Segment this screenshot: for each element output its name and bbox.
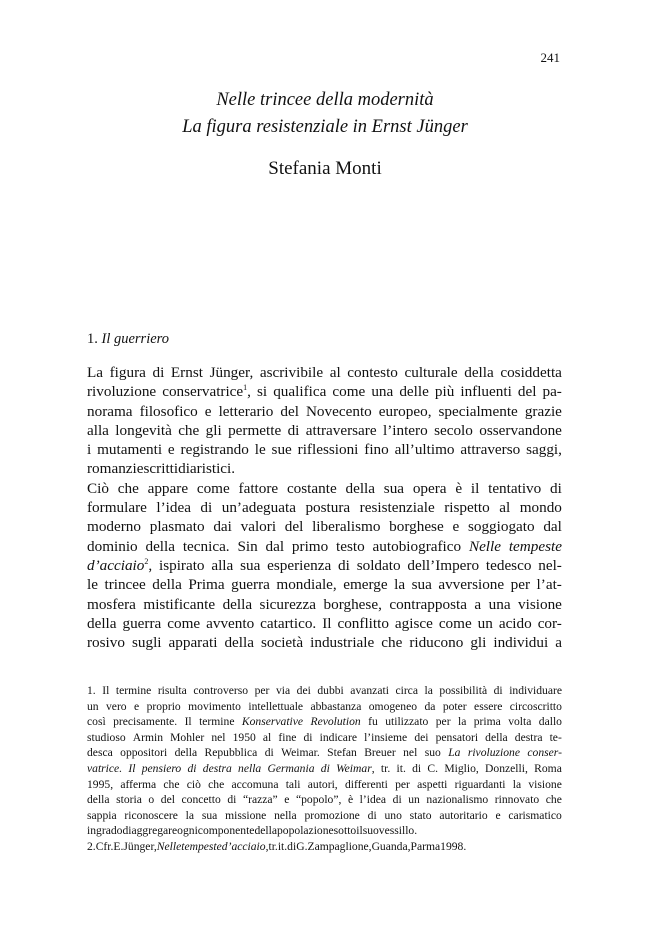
body-line: alla longevità che gli permette di attraversare l’intero secolo osservandone xyxy=(87,421,562,439)
body-line: moderno plasmato dai valori del liberalismo borghese e soggiogato dal xyxy=(87,518,562,536)
body-line: mosfera mistificante della sicurezza borghese, contrapposta a una visione xyxy=(87,595,562,613)
footnotes xyxy=(87,683,562,855)
body-line: i mutamenti e registrando le sue riflessioni fino all’ultimo attraverso saggi, xyxy=(87,441,562,459)
footnote-line: 2. Cfr. E. Jünger, Nelle tempeste d’acciaio, tr. it. di G. Zampaglione, Guanda, Parma 1998. xyxy=(87,839,467,853)
footnote-line: sappia riconoscere la sua missione nella promozione di uno stato autoritario e carismatico xyxy=(87,808,562,822)
paper-subtitle: La figura resistenziale in Ernst Jünger xyxy=(182,117,468,137)
footnote-line: un vero e proprio movimento intellettuale abbastanza omogeneo da poter essere circoscritto xyxy=(87,699,562,713)
paper-title: Nelle trincee della modernità xyxy=(216,90,434,110)
footnote-line: della storia o del concetto di “razza” e “popolo”, è l’idea di un nazionalismo rinnovato che xyxy=(87,793,562,807)
body-line: d’acciaio$^2$, ispirato alla sua esperienza di soldato dell’Impero tedesco nel- xyxy=(87,556,562,574)
footnote-line: vatrice. Il pensiero di destra nella Germania di Weimar, tr. it. di C. Miglio, Donzelli, Roma xyxy=(87,761,562,775)
body-line: rosivo sugli apparati della società industriale che riducono gli individui a xyxy=(87,634,562,652)
footnote-line: così precisamente. Il termine Konservative Revolution fu utilizzato per la prima volta dallo xyxy=(87,715,562,729)
section-heading xyxy=(87,331,169,348)
title-block xyxy=(0,87,650,180)
body-line: romanzi e scritti diaristici. xyxy=(87,460,236,478)
footnote-line: 1. Il termine risulta controverso per via dei dubbi avanzati circa la possibilità di individuare xyxy=(87,684,562,697)
body-text xyxy=(87,363,562,652)
body-line: La figura di Ernst Jünger, ascrivibile al contesto culturale della cosiddetta xyxy=(87,364,562,381)
footnote-line: desca oppositori della Repubblica di Weimar. Stefan Breuer nel suo La rivoluzione conser- xyxy=(87,746,562,760)
author-name: Stefania Monti xyxy=(268,158,382,179)
body-line: norama filosofico e letterario del Novecento europeo, specialmente grazie xyxy=(87,402,562,420)
footnote-line: in grado di aggregare ogni componente della popolazione sotto il suo vessillo. xyxy=(87,824,418,838)
body-line: dominio della tecnica. Sin dal primo testo autobiografico Nelle tempeste xyxy=(87,537,562,555)
body-line: della guerra come avvento catartico. Il conflitto agisce come un acido cor- xyxy=(87,614,562,632)
footnote-line: studioso Armin Mohler nel 1950 al fine di indicare l’insieme dei pensatori della destra te- xyxy=(87,730,562,744)
section-number: 1. xyxy=(87,331,98,347)
section-title: Il guerriero xyxy=(101,331,170,347)
body-line: formulare l’idea di un’adeguata postura resistenziale rispetto al mondo xyxy=(87,499,562,517)
body-line: le trincee della Prima guerra mondiale, emerge la sua avversione per l’at- xyxy=(87,576,562,594)
footnote-line: 1995, afferma che ciò che accomuna tali autori, differenti per aspetti riguardanti la visione xyxy=(87,777,562,791)
body-line: Ciò che appare come fattore costante della sua opera è il tentativo di xyxy=(87,479,562,497)
page-number: 241 xyxy=(540,50,560,65)
body-line: rivoluzione conservatrice$^1$, si qualifica come una delle più influenti del pa- xyxy=(87,383,562,401)
